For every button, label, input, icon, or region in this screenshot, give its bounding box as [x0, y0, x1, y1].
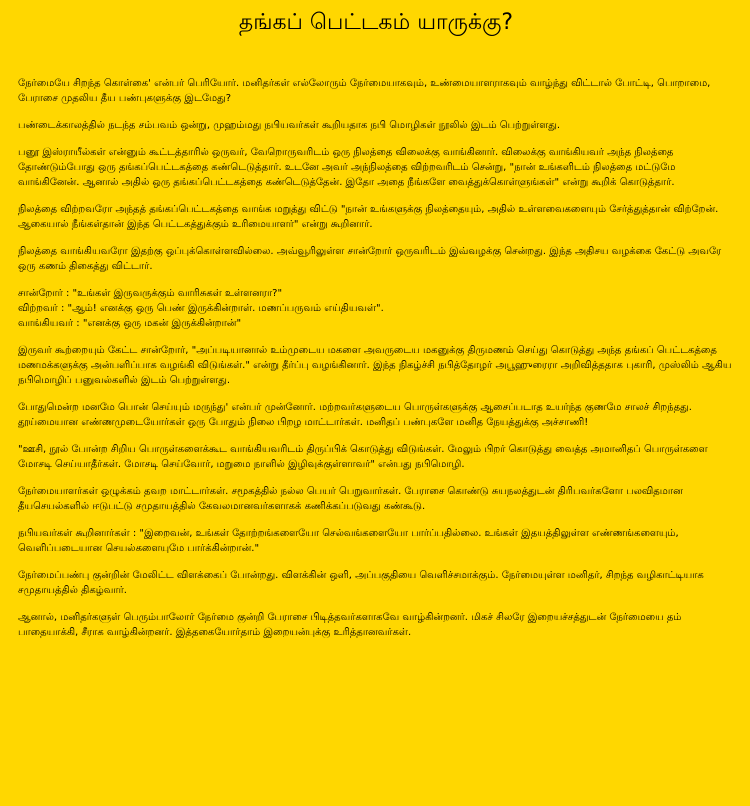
paragraph: நிலத்தை வாங்கியவரோ இதற்கு ஒப்புக்கொள்ளவில்லை. அவ்வூரிலுள்ள சான்றோர் ஒருவரிடம் இவ்வழக்கு சென்றது. இந்த அதிசய வழக்கை கேட்டு அவரே ஒரு கணம் திகைத்து விட்டார். — [18, 246, 722, 272]
paragraph: பனூ இஸ்ராயீல்கள் என்னும் கூட்டத்தாரில் ஒருவர், வேறொருவரிடம் ஒரு நிலத்தை விலைக்கு வாங்கினார். விலைக்கு வாங்கியவர் அந்த நிலத்தை தோண்டும்போது ஒரு தங்கப்பெட்டகத்தை கண்டெடுத்தார். உடனே அவர் அந்நிலத்தை விற்றவரிடம் சென்று, "நான் உங்களிடம் நிலத்தை மட்டுமே வாங்கினேன். ஆனால் அதில் ஒரு தங்கப்பெட்டகத்தை கண்டெடுத்தேன். இதோ அதை நீங்களே வைத்துக்கொள்ளுங்கள்" என்று கூறிக் கொடுத்தார். — [18, 147, 676, 188]
page-title: தங்கப் பெட்டகம் யாருக்கு? — [238, 10, 514, 35]
paragraph: இருவர் கூற்றையும் கேட்ட சான்றோர், "அப்படியானால் உம்முடைய மகளை அவருடைய மகனுக்கு திருமணம் செய்து கொடுத்து அந்த தங்கப் பெட்டகத்தை மணமக்களுக்கு அன்பளிப்பாக வழங்கி விடுங்கள்." என்று தீர்ப்பு வழங்கினார். இந்த நிகழ்ச்சி நபித்தோழர் அபூஹுரைரா அறிவித்ததாக புகாரி, முஸ்லிம் ஆகிய நபிமொழிப் பனுவல்களில் இடம் பெற்றுள்ளது. — [18, 345, 732, 386]
dialogue-line: சான்றோர் : "உங்கள் இருவருக்கும் வாரிசுகள் உள்ளனரா?" — [18, 288, 283, 299]
paragraph: "ஊசி, நூல் போன்ற சிறிய பொருள்களைக்கூட வாங்கியவரிடம் திருப்பிக் கொடுத்து விடுங்கள். மேலும் பிறர் கொடுத்து வைத்த அமானிதப் பொருள்களை மோசடி செய்யாதீர்கள். மோசடி செய்வோர், மறுமை நாளில் இழிவுக்குள்ளாவர்" என்பது நபிமொழி. — [18, 444, 708, 470]
paragraph: நேர்மைப்பண்பு குன்றின் மேலிட்ட விளக்கைப் போன்றது. விளக்கின் ஒளி, அப்பகுதியை வெளிச்சமாக்கும். நேர்மையுள்ள மனிதர், சிறந்த வழிகாட்டியாக சமுதாயத்தில் திகழ்வார். — [18, 570, 704, 596]
paragraph: நிலத்தை விற்றவரோ அந்தத் தங்கப்பெட்டகத்தை வாங்க மறுத்து விட்டு "நான் உங்களுக்கு நிலத்தையும், அதில் உள்ளவைகளையும் சேர்த்துத்தான் விற்றேன். ஆகையால் நீங்கள்தான் இந்த பெட்டகத்துக்கும் உரிமையாளர்" என்று கூறினார். — [18, 204, 719, 230]
dialogue-block — [18, 286, 734, 331]
dialogue-line: வாங்கியவர் : "எனக்கு ஒரு மகன் இருக்கின்றான்" — [18, 318, 242, 329]
dialogue-line: விற்றவர் : "ஆம்! எனக்கு ஒரு பெண் இருக்கின்றாள். மணப்பருவம் எய்தியவள்". — [18, 303, 384, 314]
paragraph: பண்டைக்காலத்தில் நடந்த சம்பவம் ஒன்று, முஹம்மது நபியவர்கள் கூறியதாக நபி மொழிகள் நூலில் இடம் பெற்றுள்ளது. — [18, 120, 561, 131]
paragraph: ஆனால், மனிதர்களுள் பெரும்பாலோர் நேர்மை குன்றி பேராசை பிடித்தவர்களாகவே வாழ்கின்றனர். மிகச் சிலரே இறையச்சத்துடன் நேர்மையை தம் பாதையாக்கி, சீராக வாழ்கின்றனர். இத்தகையோர்தாம் இறையன்புக்கு உரித்தானவர்கள். — [18, 612, 682, 638]
paragraph: போதுமென்ற மனமே பொன் செய்யும் மருந்து' என்பர் முன்னோர். மற்றவர்களுடைய பொருள்களுக்கு ஆசைப்படாத உயர்ந்த குணமே சாலச் சிறந்தது. தூய்மையான எண்ணமுடையோர்கள் ஒரு போதும் நிலை பிறழ மாட்டார்கள். மனிதப் பண்புகளே மனித நேயத்துக்கு அச்சாணி! — [18, 402, 692, 428]
paragraph: நபியவர்கள் கூறினார்கள் : "இறைவன், உங்கள் தோற்றங்களையோ செல்வங்களையோ பார்ப்பதில்லை. உங்கள் இதயத்திலுள்ள எண்ணங்களையும், வெளிப்படையான செயல்களையுமே பார்க்கின்றான்." — [18, 528, 679, 554]
paragraph: நேர்மையாளர்கள் ஒழுக்கம் தவற மாட்டார்கள். சமூகத்தில் நல்ல பெயர் பெறுவார்கள். பேராசை கொண்டு சுயநலத்துடன் திரிபவர்களோ பலவிதமான தீயசெயல்களில் ஈடுபட்டு சமுதாயத்தில் கேவலமானவர்களாகக் கணிக்கப்படுவது கண்கூடு. — [18, 486, 683, 512]
paragraph: நேர்மையே சிறந்த கொள்கை' என்பர் பெரியோர். மனிதர்கள் எல்லோரும் நேர்மையாகவும், உண்மையாளராகவும் வாழ்ந்து விட்டால் போட்டி, பொறாமை, பேராசை முதலிய தீய பண்புகளுக்கு இடமேது? — [18, 78, 711, 104]
